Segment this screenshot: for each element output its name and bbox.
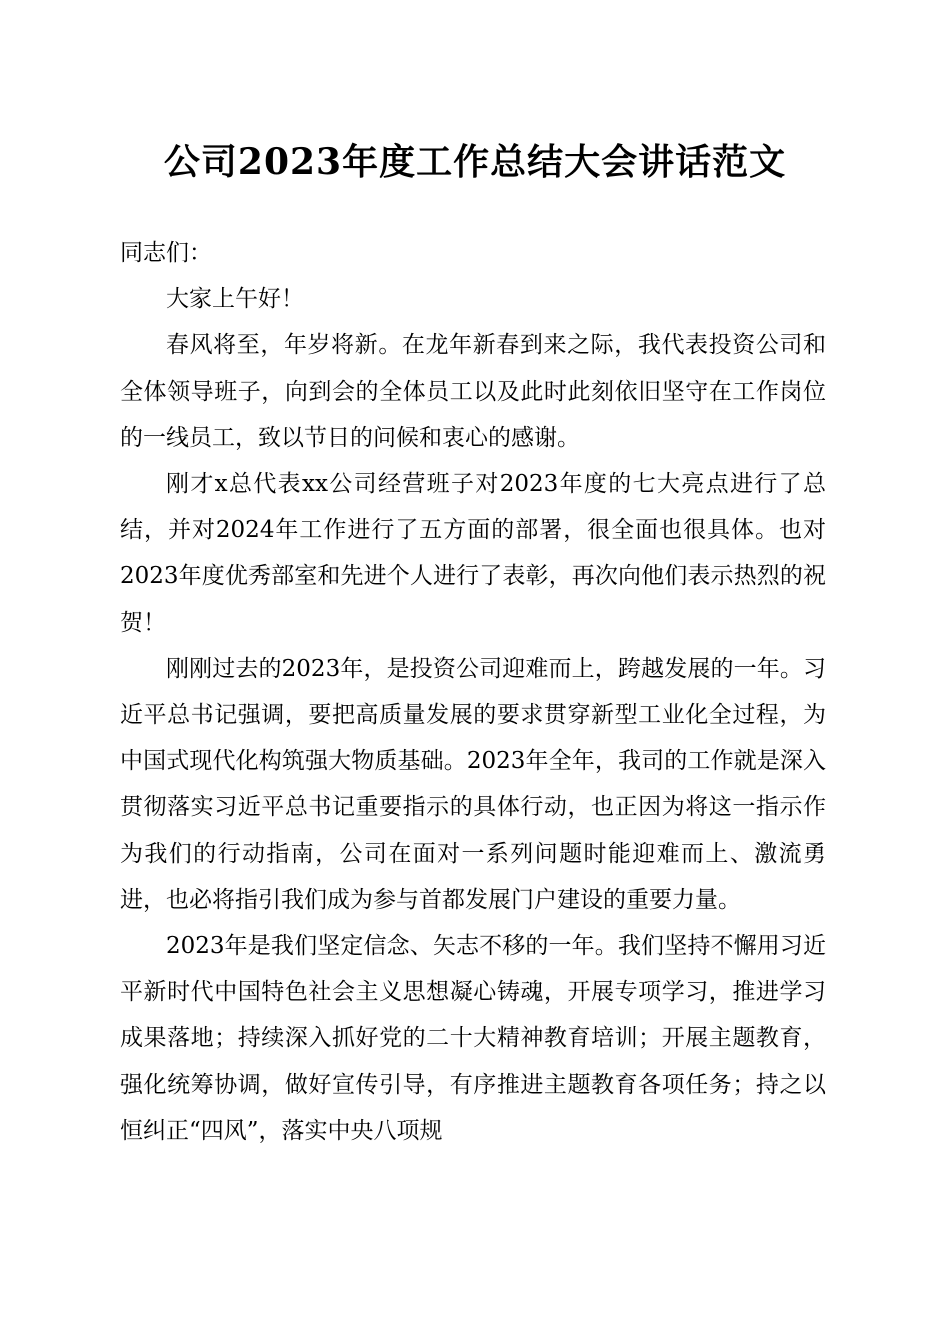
- page-title: 公司2023年度工作总结大会讲话范文: [163, 141, 787, 183]
- salutation: 同志们：: [120, 240, 212, 266]
- paragraph-year-development: 刚刚过去的2023年，是投资公司迎难而上，跨越发展的一年。习近平总书记强调，要把高质量发展的要求贯穿新型工业化全过程，为中国式现代化构筑强大物质基础。2023年全年，我司的工作就是深入贯彻落实习近平总书记重要指示的具体行动，也正因为将这一指示作为我们的行动指南，公司在面对一系列问题时能迎难而上、激流勇进，也必将指引我们成为参与首都发展门户建设的重要力量。: [120, 655, 826, 913]
- paragraph-firm-belief: 2023年是我们坚定信念、矢志不移的一年。我们坚持不懈用习近平新时代中国特色社会主义思想凝心铸魂，开展专项学习，推进学习成果落地；持续深入抓好党的二十大精神教育培训；开展主题教育，强化统筹协调，做好宣传引导，有序推进主题教育各项任务；持之以恒纠正“四风”，落实中央八项规: [120, 933, 826, 1144]
- paragraph-summary-review: 刚才x总代表xx公司经营班子对2023年度的七大亮点进行了总结，并对2024年工作进行了五方面的部署，很全面也很具体。也对2023年度优秀部室和先进个人进行了表彰，再次向他们表示热烈的祝贺！: [120, 471, 826, 636]
- paragraph-greeting: 大家上午好！: [166, 286, 304, 313]
- paragraph-new-year-greeting: 春风将至，年岁将新。在龙年新春到来之际，我代表投资公司和全体领导班子，向到会的全体员工以及此时此刻依旧坚守在工作岗位的一线员工，致以节日的问候和衷心的感谢。: [120, 332, 826, 451]
- document-body: [120, 230, 826, 1154]
